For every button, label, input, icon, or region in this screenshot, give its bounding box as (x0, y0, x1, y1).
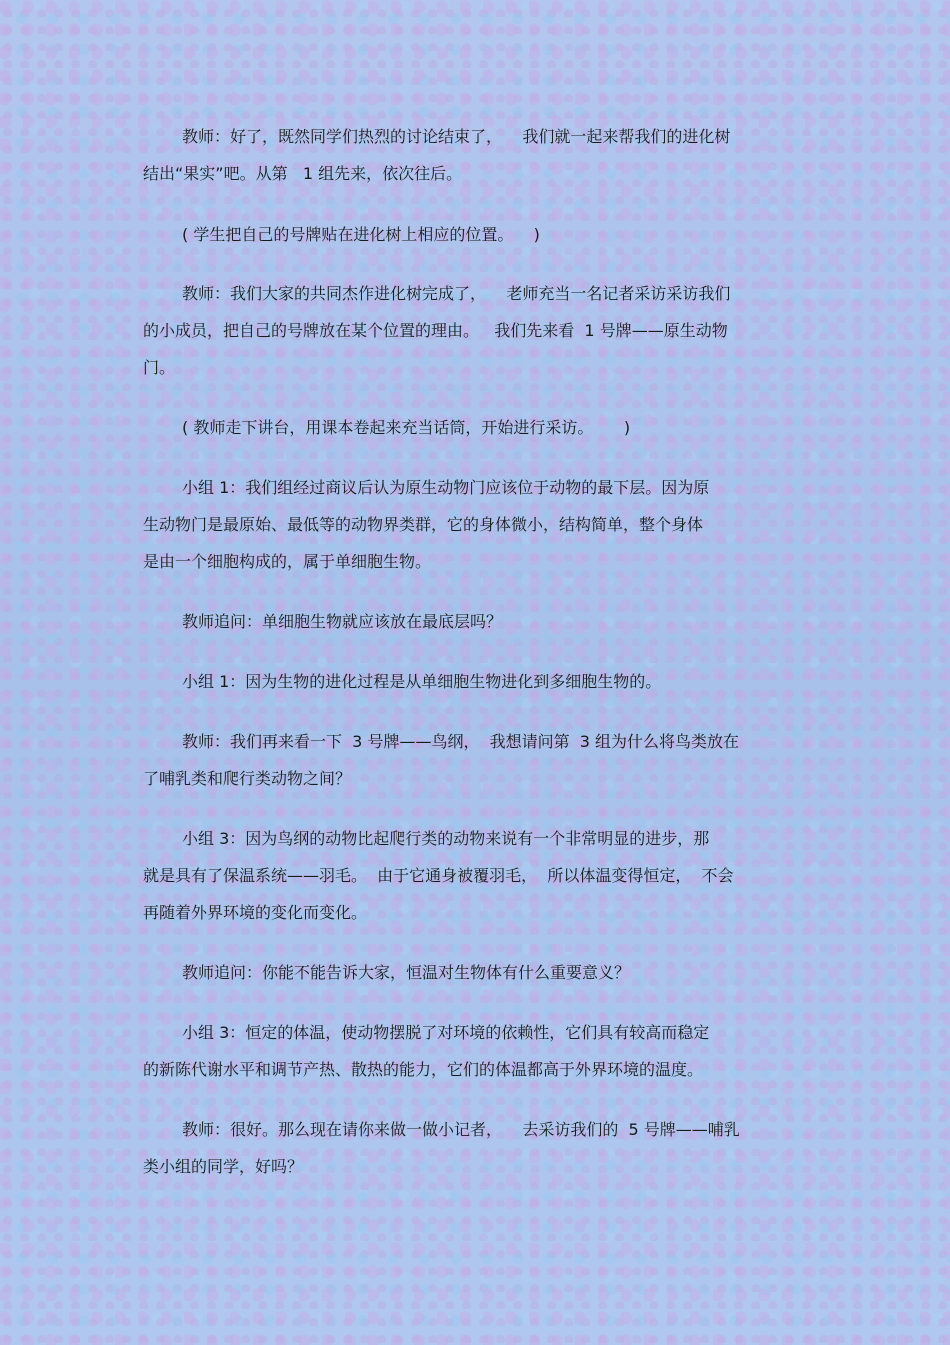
text-line: 的小成员，把自己的号牌放在某个位置的理由。 我们先来看 1 号牌——原生动物 (143, 321, 728, 340)
text-line: 结出“果实”吧。从第 1 组先来，依次往后。 (143, 164, 463, 183)
text-line: 教师追问：单细胞生物就应该放在最底层吗？ (182, 612, 503, 631)
text-line: 了哺乳类和爬行类动物之间？ (143, 769, 352, 788)
document-body (143, 118, 811, 1185)
text-line: ( 教师走下讲台，用课本卷起来充当话筒，开始进行采访。 ) (182, 418, 631, 437)
text-line: 小组 3：恒定的体温，使动物摆脱了对环境的依赖性，它们具有较高而稳定 (182, 1023, 710, 1042)
text-line: 小组 1：我们组经过商议后认为原生动物门应该位于动物的最下层。因为原 (182, 478, 710, 497)
text-line: 的新陈代谢水平和调节产热、散热的能力，它们的体温都高于外界环境的温度。 (143, 1060, 704, 1079)
paragraph (143, 409, 811, 446)
text-line: 再随着外界环境的变化而变化。 (143, 903, 368, 922)
paragraph (143, 275, 811, 386)
text-line: 教师追问：你能不能告诉大家，恒温对生物体有什么重要意义？ (182, 963, 631, 982)
text-line: 就是具有了保温系统——羽毛。 由于它通身被覆羽毛， 所以体温变得恒定， 不会 (143, 866, 734, 885)
paragraph (143, 954, 811, 991)
paragraph (143, 118, 811, 192)
paragraph (143, 820, 811, 931)
text-line: 教师：我们大家的共同杰作进化树完成了， 老师充当一名记者采访采访我们 (182, 284, 731, 303)
paragraph (143, 216, 811, 253)
text-line: 生动物门是最原始、最低等的动物界类群，它的身体微小，结构简单，整个身体 (143, 515, 704, 534)
text-line: 教师：好了，既然同学们热烈的讨论结束了， 我们就一起来帮我们的进化树 (182, 127, 731, 146)
text-line: 小组 1：因为生物的进化过程是从单细胞生物进化到多细胞生物的。 (182, 672, 662, 691)
paragraph (143, 603, 811, 640)
paragraph (143, 723, 811, 797)
text-line: ( 学生把自己的号牌贴在进化树上相应的位置。 ) (182, 225, 540, 244)
paragraph (143, 1111, 811, 1185)
paragraph (143, 469, 811, 580)
text-line: 教师：很好。那么现在请你来做一做小记者， 去采访我们的 5 号牌——哺乳 (182, 1120, 740, 1139)
text-line: 小组 3：因为鸟纲的动物比起爬行类的动物来说有一个非常明显的进步，那 (182, 829, 710, 848)
paragraph (143, 663, 811, 700)
text-line: 教师：我们再来看一下 3 号牌——鸟纲， 我想请问第 3 组为什么将鸟类放在 (182, 732, 740, 751)
text-line: 类小组的同学，好吗？ (143, 1157, 304, 1176)
text-line: 是由一个细胞构成的，属于单细胞生物。 (143, 552, 432, 571)
paragraph (143, 1014, 811, 1088)
text-line: 门。 (143, 358, 176, 377)
